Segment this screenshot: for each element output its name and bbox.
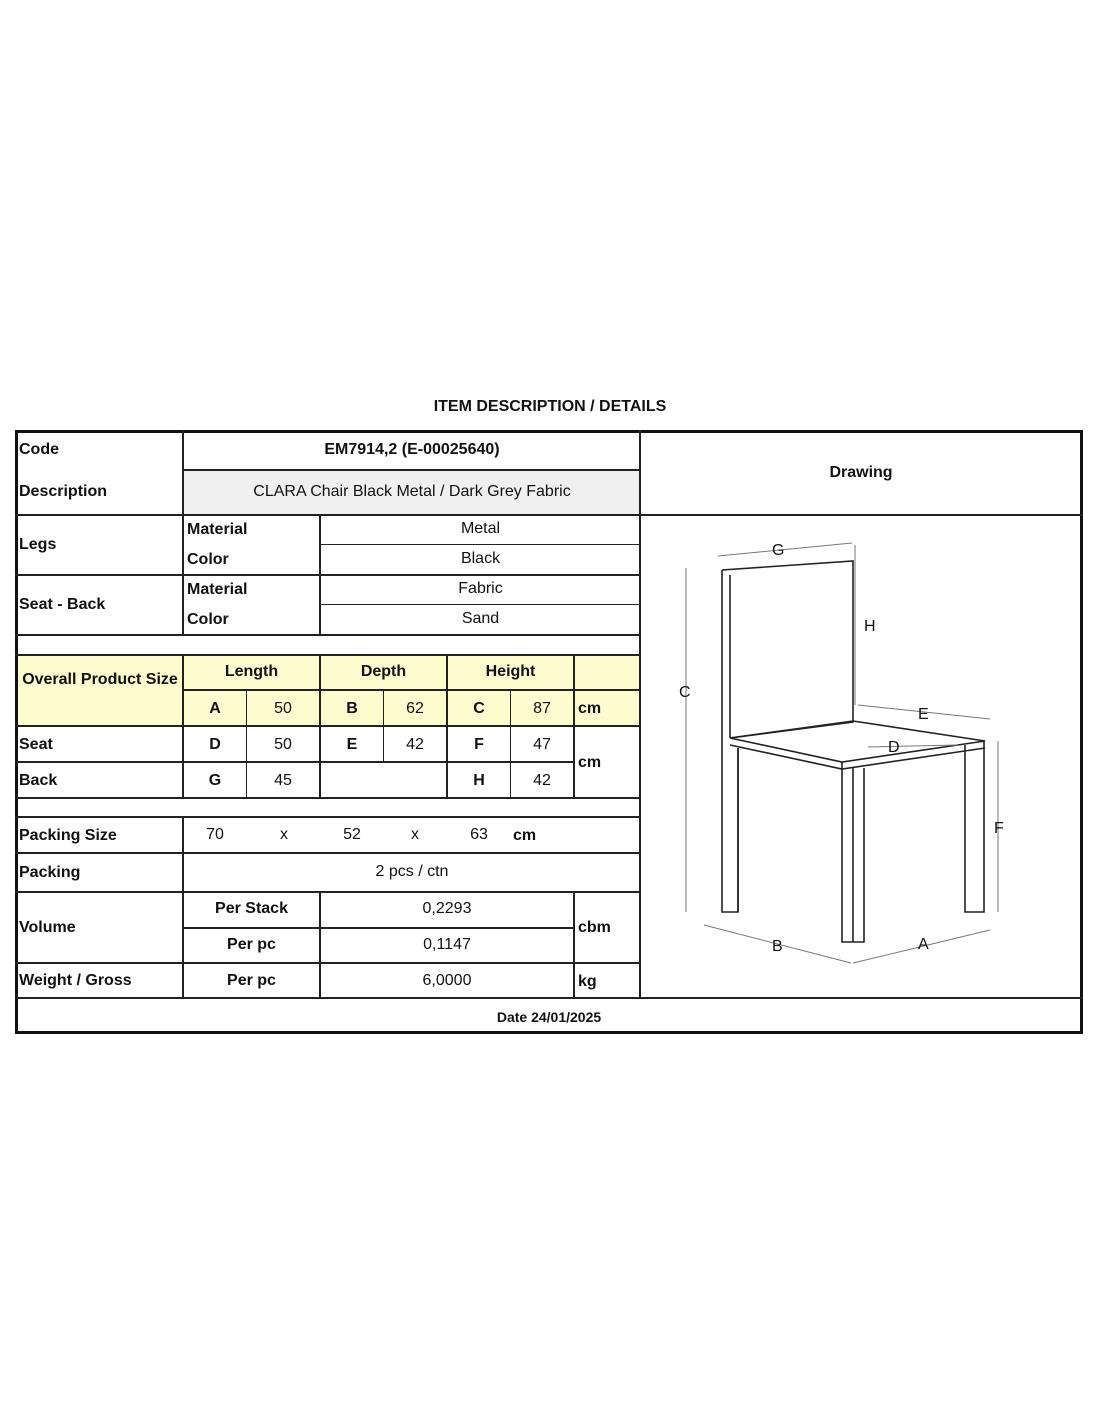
seat-back-color-value: Sand (461, 610, 500, 627)
volume-per-pc-value: 0,1147 (423, 936, 471, 953)
volume-unit: cbm (578, 919, 611, 936)
dim-c-value: 87 (533, 700, 551, 717)
dim-d-label: D (209, 736, 221, 753)
dim-g-value: 45 (274, 772, 292, 789)
dim-h-label: H (473, 772, 485, 789)
seat-back-material-value: Fabric (458, 580, 503, 597)
overall-size-label: Overall Product Size (22, 671, 178, 688)
dim-a-label: A (209, 700, 221, 717)
dim-c-label: C (473, 700, 485, 717)
dim-letter-d: D (888, 739, 900, 756)
dim-a-value: 50 (274, 700, 292, 717)
dim-letter-e: E (918, 706, 929, 723)
back-label: Back (19, 772, 58, 789)
seat-back-label: Seat - Back (19, 596, 106, 613)
dim-h-value: 42 (533, 772, 551, 789)
dim-letter-c: C (679, 684, 691, 701)
height-header: Height (485, 663, 536, 680)
seat-label: Seat (19, 736, 53, 753)
packing-size-unit: cm (513, 827, 537, 844)
weight-unit: kg (578, 973, 597, 990)
dim-f-value: 47 (533, 736, 551, 753)
description-value: CLARA Chair Black Metal / Dark Grey Fabric (253, 483, 571, 500)
weight-label: Weight / Gross (19, 972, 132, 989)
length-header: Length (224, 663, 279, 680)
overall-unit: cm (578, 700, 602, 717)
dim-letter-h: H (864, 618, 876, 635)
sheet-title: ITEM DESCRIPTION / DETAILS (433, 398, 667, 415)
volume-label: Volume (19, 919, 76, 936)
description-label: Description (19, 483, 108, 500)
packing-size-label: Packing Size (19, 827, 117, 844)
dim-letter-a: A (918, 936, 929, 953)
seat-back-unit: cm (578, 754, 602, 771)
seat-back-material-label: Material (187, 581, 248, 598)
packing-x2: x (411, 826, 419, 843)
date-footer: Date 24/01/2025 (496, 1009, 602, 1025)
seat-back-color-label: Color (187, 611, 229, 628)
depth-header: Depth (360, 663, 407, 680)
dim-letter-f: F (994, 820, 1004, 837)
dim-letter-g: G (772, 542, 785, 559)
packing-length: 70 (206, 826, 224, 843)
dim-b-label: B (346, 700, 358, 717)
dim-e-value: 42 (406, 736, 424, 753)
packing-value: 2 pcs / ctn (375, 863, 449, 880)
legs-color-label: Color (187, 551, 229, 568)
packing-x1: x (280, 826, 288, 843)
per-stack-value: 0,2293 (422, 900, 472, 917)
legs-material-label: Material (187, 521, 248, 538)
dim-d-value: 50 (274, 736, 292, 753)
dim-b-value: 62 (406, 700, 424, 717)
drawing-label: Drawing (829, 464, 893, 481)
legs-label: Legs (19, 536, 57, 553)
packing-width: 52 (343, 826, 361, 843)
weight-value: 6,0000 (422, 972, 472, 989)
weight-per-pc-label: Per pc (227, 972, 276, 989)
code-label: Code (19, 441, 59, 458)
packing-height: 63 (470, 826, 488, 843)
dim-g-label: G (208, 772, 222, 789)
packing-label: Packing (19, 864, 81, 881)
dim-letter-b: B (772, 938, 783, 955)
legs-material-value: Metal (460, 520, 501, 537)
legs-color-value: Black (460, 550, 501, 567)
code-value: EM7914,2 (E-00025640) (324, 441, 500, 458)
dim-e-label: E (346, 736, 358, 753)
dim-f-label: F (474, 736, 484, 753)
chair-drawing (641, 515, 1081, 997)
volume-per-pc-label: Per pc (227, 936, 276, 953)
per-stack-label: Per Stack (215, 900, 288, 917)
